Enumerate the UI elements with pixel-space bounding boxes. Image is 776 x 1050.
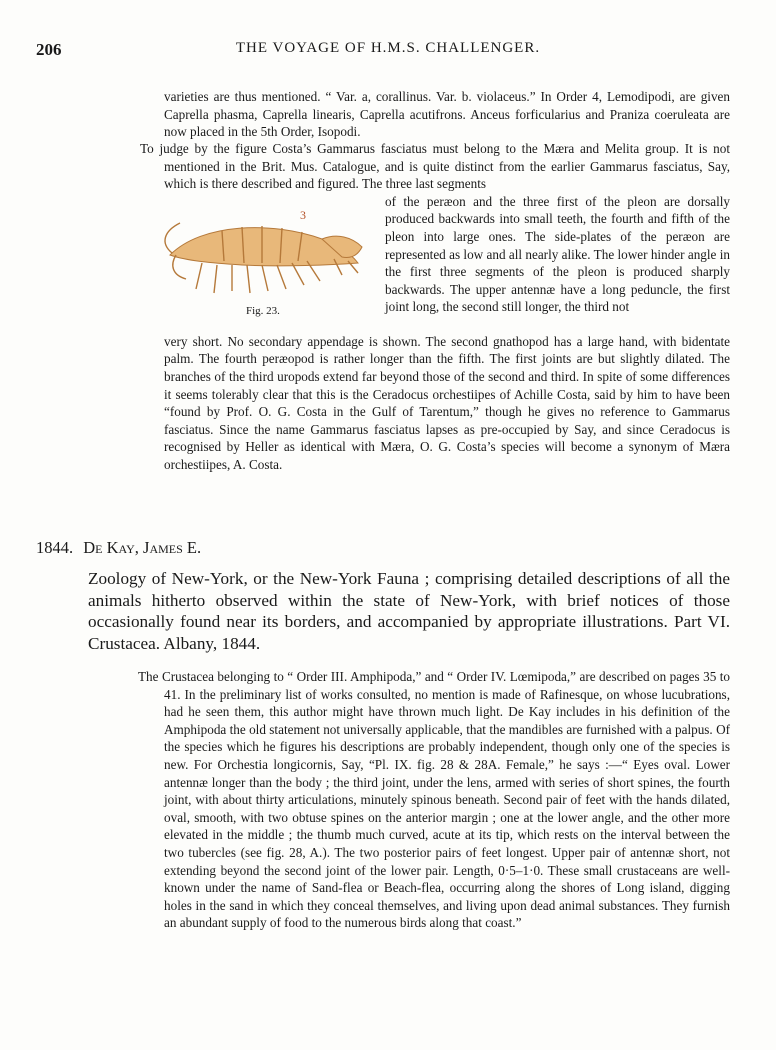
paragraph-costa <box>140 140 730 474</box>
entry-author: De Kay, James E. <box>83 538 202 557</box>
running-title: THE VOYAGE OF H.M.S. CHALLENGER. <box>235 40 541 56</box>
description-text: The Crustacea belonging to “ Order III. Amphipoda,” and “ Order IV. Lœmipoda,” are described on pages 35 to 41. In the preliminary list of works consulted, no mention is made of Rafinesque, on whose lucubrations, had he seen them, this author might have thrown much light. De Kay includes in his definition of the Amphipoda the old statement not universally applicable, that the mandibles are furnished with a palpus. Of the species which he figures his descriptions are probably independent, though only one of the species is new. For Orchestia longicornis, Say, “Pl. IX. fig. 28 & 28A. Female,” he says :—“ Eyes oval. Lower antennæ longer than the body ; the third joint, under the lens, armed with series of short spines, the fourth joint, with about thirty articulations, minutely spinous beneath. Second pair of feet with the hands dilated, oval, smooth, with two obtuse spines on the anterior margin ; one at the lower angle, and the other more elevated in the middle ; the thumb much curved, acute at its tip, which rests on the interval between the two tubercles (see fig. 28, A.). The two posterior pairs of feet longest. Upper pair of antennæ short, not extending beyond the second joint of the lower pair. Length, 0·5–1·0. These small crustaceans are well-known under the name of Sand-flea or Beach-flea, occurring along the shores of Long island, digging holes in the sand in which they conceal themselves, and living upon dead animal substances. They furnish an abundant supply of food to the numerous birds along that coast.” <box>138 669 730 931</box>
paragraph-varieties: varieties are thus mentioned. “ Var. a, corallinus. Var. b. violaceus.” In Order 4, Lemodipodi, are given Caprella phasma, Caprella linearis, Caprella acutifrons. Anceus forficularius and Praniza coeruleata are now placed in the 5th Order, Isopodi. <box>164 89 730 140</box>
entry-description <box>138 668 730 932</box>
figure-caption: Fig. 23. <box>246 304 280 317</box>
paragraph-costa-rest: very short. No secondary appendage is shown. The second gnathopod has a large hand, with bidentate palm. The fourth peræopod is rather longer than the fifth. The first joints are but slightly dilated. The branches of the third uropods extend far beyond those of the second and third. In spite of some differences it seems tolerably clear that this is the Ceradocus orchestiipes of Achille Costa, said by him to have been “found by Prof. O. G. Costa in the Gulf of Tarentum,” though he gives no reference to Gammarus fasciatus. Since the name Gammarus fasciatus lapses as pre-occupied by Say, and since Ceradocus is recognised by Heller as identical with Mæra, O. G. Costa’s species will become a synonym of Mæra orchestiipes, A. Costa. <box>164 333 730 472</box>
amphipod-illustration <box>162 203 372 298</box>
book-title: Zoology of New-York, or the New-York Fauna ; comprising detailed descriptions of all the animals hitherto observed within the state of New-York, with brief notices of those occasionally found near its borders, and accompanied by appropriate illustrations. Part VI. Crustacea. Albany, 1844. <box>88 569 730 653</box>
page-header <box>36 40 740 62</box>
paragraph-costa-wrap: of the peræon and the three first of the pleon are dorsally produced backwards into small teeth, the fourth and fifth of the pleon into large ones. The side-plates of the peræon are represented as low and all nearly alike. The lower hinder angle in the first three segments of the pleon is produced sharply backwards. The upper antennæ have a long peduncle, the first joint long, the second still longer, the third not <box>385 193 730 315</box>
figure-23 <box>140 193 385 333</box>
figure-number: 3 <box>300 207 306 222</box>
entry-year: 1844. <box>36 538 74 557</box>
figure-wrap <box>140 193 730 333</box>
page-number: 206 <box>36 40 62 59</box>
paragraph-costa-intro: To judge by the figure Costa’s Gammarus fasciatus must belong to the Mæra and Melita group. It is not mentioned in the Brit. Mus. Catalogue, and is quite distinct from the earlier Gammarus fasciatus, Say, which is there described and figured. The three last segments <box>140 141 730 192</box>
entry-heading <box>36 538 201 558</box>
